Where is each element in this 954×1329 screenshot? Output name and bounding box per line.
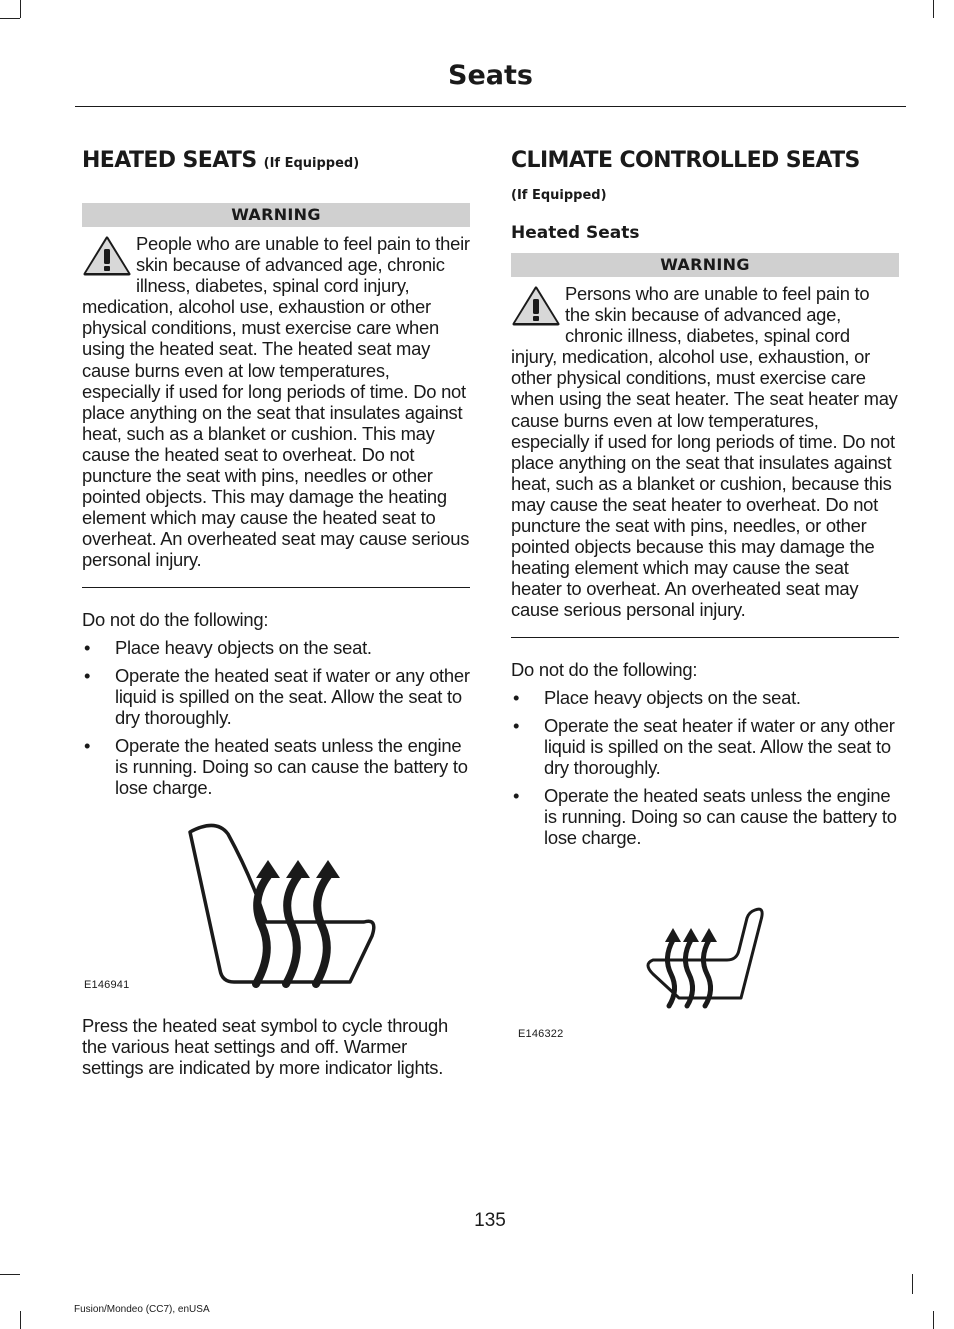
warning-bar: WARNING xyxy=(511,253,899,277)
figure-code: E146322 xyxy=(518,1028,564,1041)
bullet-list xyxy=(511,687,899,849)
list-item xyxy=(82,637,470,658)
figure xyxy=(511,862,899,1062)
title-rule xyxy=(75,106,906,107)
paragraph: Press the heated seat symbol to cycle through the various heat settings and off. Warmer settings are indicated by more indicator lights. xyxy=(82,1015,448,1079)
list-item xyxy=(82,735,470,798)
warning-text: People who are unable to feel pain to their skin because of advanced age, chronic illness, diabetes, spinal cord injury, medication, alcohol use, exhaustion or other physical conditions, must exercise care when using the heated seat. The heated seat may cause burns even at low temperatures, especially if used for long periods of time. Do not place anything on the seat that insulates against heat, such as a blanket or cushion. This may cause the heated seat to overheat. Do not puncture the seat with pins, needles or other pointed objects. This may damage the heating element which may cause the heated seat to overheat. An overheated seat may cause serious personal injury. xyxy=(82,233,470,571)
list-item-text: Place heavy objects on the seat. xyxy=(115,636,372,658)
list-item-text: Place heavy objects on the seat. xyxy=(544,686,801,708)
heading-note: (If Equipped) xyxy=(263,156,360,171)
bullet-icon: • xyxy=(513,686,520,708)
figure-code: E146941 xyxy=(84,979,130,992)
bullet-icon: • xyxy=(84,636,91,658)
warning-box xyxy=(511,283,899,621)
page-title: Seats xyxy=(448,60,533,91)
bullet-icon: • xyxy=(84,734,91,756)
crop-mark xyxy=(933,1311,934,1329)
list-item-text: Operate the heated seat if water or any other liquid is spilled on the seat. Allow the seat to dry thoroughly. xyxy=(115,664,470,728)
list-item xyxy=(511,715,899,778)
warning-box xyxy=(82,233,470,571)
list-item-text: Operate the heated seats unless the engine is running. Doing so can cause the battery to lose charge. xyxy=(544,784,897,849)
list-item-text: Operate the seat heater if water or any other liquid is spilled on the seat. Allow the seat to dry thoroughly. xyxy=(544,714,895,778)
left-column xyxy=(82,146,470,1079)
subheading: Heated Seats xyxy=(511,223,640,243)
section-heading: CLIMATE CONTROLLED SEATS xyxy=(511,148,860,173)
intro-text: Do not do the following: xyxy=(82,608,269,630)
list-item xyxy=(511,687,899,708)
list-item xyxy=(82,665,470,728)
heading-text: HEATED SEATS xyxy=(82,148,257,173)
figure xyxy=(82,808,470,1003)
crop-mark xyxy=(0,18,20,19)
divider xyxy=(511,637,899,638)
crop-mark xyxy=(20,0,21,18)
section-heading xyxy=(82,146,470,179)
bullet-icon: • xyxy=(513,714,520,736)
warning-triangle-icon xyxy=(511,285,561,327)
warning-bar: WARNING xyxy=(82,203,470,227)
warning-triangle-icon xyxy=(82,235,132,277)
bullet-icon: • xyxy=(84,664,91,686)
heated-seat-icon xyxy=(639,902,769,1012)
crop-mark xyxy=(20,1311,21,1329)
list-item-text: Operate the heated seats unless the engine is running. Doing so can cause the battery to lose charge. xyxy=(115,734,468,799)
bullet-icon: • xyxy=(513,784,520,806)
bullet-list xyxy=(82,637,470,799)
crop-mark xyxy=(933,0,934,18)
divider xyxy=(82,587,470,588)
page-number: 135 xyxy=(474,1210,506,1231)
footer-text: Fusion/Mondeo (CC7), enUSA xyxy=(74,1304,210,1315)
heading-note: (If Equipped) xyxy=(511,188,607,203)
right-column xyxy=(511,146,899,1062)
warning-text: Persons who are unable to feel pain to the skin because of advanced age, chronic illness, diabetes, spinal cord injury, medication, alcohol use, exhaustion, or other physical conditions, must exercise care when using the seat heater. The seat heater may cause burns even at low temperatures, especially if used for long periods of time. Do not place anything on the seat that insulates against heat, such as a blanket or cushion, because this may cause the seat heater to overheat. Do not puncture the seat with pins, needles, or other pointed objects because this may damage the heating element which may cause the seat heater to overheat. An overheated seat may cause serious personal injury. xyxy=(511,283,898,621)
list-item xyxy=(511,785,899,848)
intro-text: Do not do the following: xyxy=(511,658,698,680)
heated-seat-icon xyxy=(182,818,382,998)
crop-mark xyxy=(912,1274,913,1294)
crop-mark xyxy=(0,1274,20,1275)
